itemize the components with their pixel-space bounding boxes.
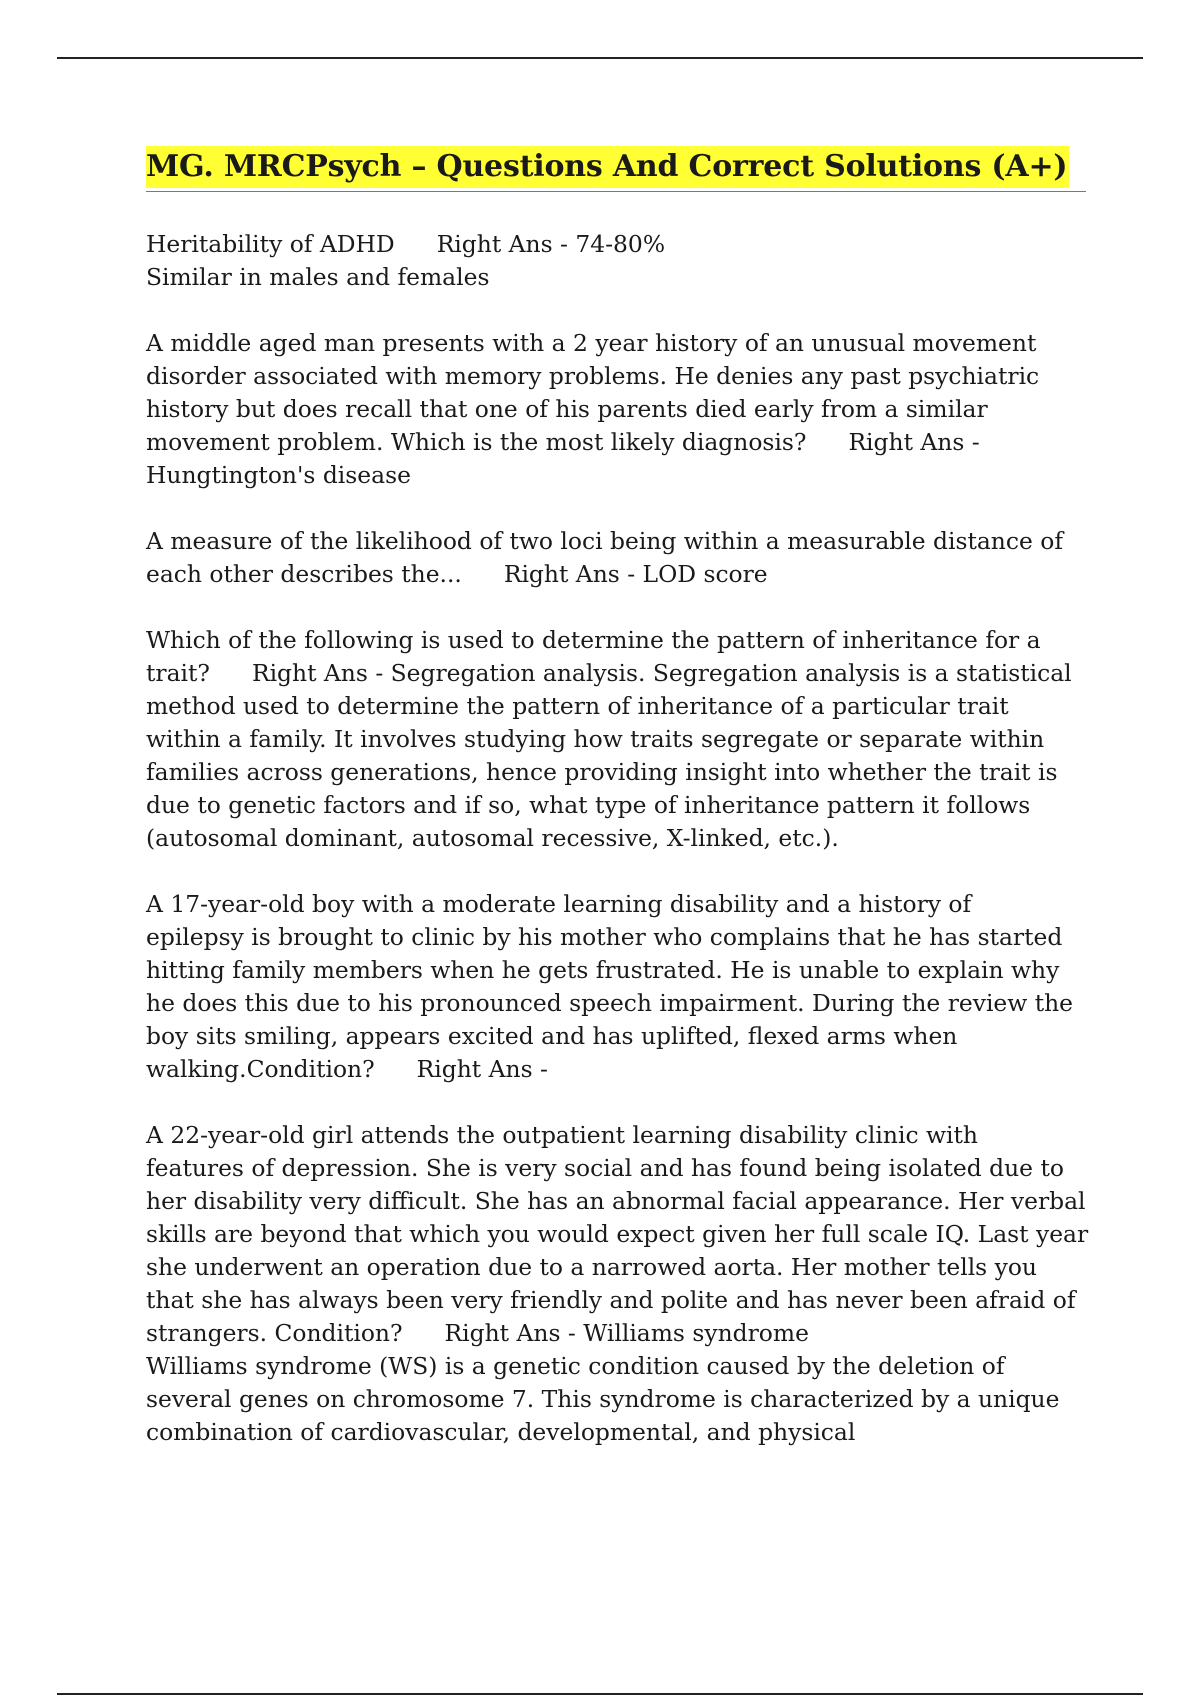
qa-item [146, 888, 1096, 1086]
answer-text: Right Ans - LOD score [503, 560, 768, 588]
text-line [146, 360, 1096, 393]
answer-text: Right Ans - Segregation analysis. Segregation analysis is a statistical [251, 659, 1072, 687]
text-line [146, 657, 1096, 690]
text-line [146, 1251, 1096, 1284]
question-text: features of depression. She is very social and has found being isolated due to [146, 1154, 1064, 1182]
text-line [146, 525, 1096, 558]
answer-text: Right Ans - [416, 1055, 548, 1083]
answer-text: Right Ans - 74-80% [436, 230, 666, 258]
text-line [146, 1218, 1096, 1251]
text-line [146, 1284, 1096, 1317]
text-line [146, 723, 1096, 756]
footer-rule [57, 1693, 1143, 1695]
question-text: strangers. Condition? [146, 1319, 403, 1347]
qa-item [146, 327, 1096, 492]
text-line [146, 1350, 1096, 1383]
answer-text: Right Ans - Williams syndrome [444, 1319, 809, 1347]
text-line [146, 921, 1096, 954]
qa-item [146, 624, 1096, 855]
question-text: she underwent an operation due to a narrowed aorta. Her mother tells you [146, 1253, 1037, 1281]
header-rule [57, 57, 1143, 59]
question-text: epilepsy is brought to clinic by his mother who complains that he has started [146, 923, 1063, 951]
question-text: that she has always been very friendly and polite and has never been afraid of [146, 1286, 1076, 1314]
question-text: each other describes the... [146, 560, 462, 588]
question-text: Similar in males and females [146, 263, 490, 291]
text-line [146, 228, 1096, 261]
question-text: history but does recall that one of his parents died early from a similar [146, 395, 988, 423]
question-text: A 22-year-old girl attends the outpatient learning disability clinic with [146, 1121, 978, 1149]
text-line [146, 1383, 1096, 1416]
question-text: method used to determine the pattern of inheritance of a particular trait [146, 692, 1009, 720]
question-text: Williams syndrome (WS) is a genetic condition caused by the deletion of [146, 1352, 1005, 1380]
text-line [146, 690, 1096, 723]
question-text: movement problem. Which is the most likely diagnosis? [146, 428, 807, 456]
question-text: Heritability of ADHD [146, 230, 395, 258]
text-line [146, 1053, 1096, 1086]
text-line [146, 1152, 1096, 1185]
question-text: families across generations, hence providing insight into whether the trait is [146, 758, 1058, 786]
document-body [146, 228, 1096, 1482]
question-text: combination of cardiovascular, developmental, and physical [146, 1418, 856, 1446]
question-text: due to genetic factors and if so, what type of inheritance pattern it follows [146, 791, 1031, 819]
text-line [146, 789, 1096, 822]
question-text: walking.Condition? [146, 1055, 375, 1083]
title-block [146, 146, 1086, 192]
text-line [146, 954, 1096, 987]
text-line [146, 1119, 1096, 1152]
qa-item [146, 1119, 1096, 1449]
text-line [146, 987, 1096, 1020]
text-line [146, 624, 1096, 657]
question-text: within a family. It involves studying how traits segregate or separate within [146, 725, 1045, 753]
text-line [146, 756, 1096, 789]
question-text: Hungtington's disease [146, 461, 411, 489]
question-text: A middle aged man presents with a 2 year history of an unusual movement [146, 329, 1037, 357]
text-line [146, 261, 1096, 294]
question-text: he does this due to his pronounced speech impairment. During the review the [146, 989, 1074, 1017]
text-line [146, 459, 1096, 492]
text-line [146, 327, 1096, 360]
question-text: A measure of the likelihood of two loci being within a measurable distance of [146, 527, 1063, 555]
text-line [146, 1020, 1096, 1053]
question-text: trait? [146, 659, 210, 687]
answer-text: Right Ans - [848, 428, 980, 456]
question-text: hitting family members when he gets frustrated. He is unable to explain why [146, 956, 1060, 984]
text-line [146, 558, 1096, 591]
question-text: her disability very difficult. She has an abnormal facial appearance. Her verbal [146, 1187, 1086, 1215]
question-text: (autosomal dominant, autosomal recessive, X-linked, etc.). [146, 824, 839, 852]
question-text: boy sits smiling, appears excited and has uplifted, flexed arms when [146, 1022, 958, 1050]
question-text: skills are beyond that which you would expect given her full scale IQ. Last year [146, 1220, 1089, 1248]
qa-item [146, 228, 1096, 294]
document-title: MG. MRCPsych – Questions And Correct Solutions (A+) [146, 146, 1069, 188]
text-line [146, 1185, 1096, 1218]
text-line [146, 393, 1096, 426]
question-text: Which of the following is used to determine the pattern of inheritance for a [146, 626, 1041, 654]
text-line [146, 426, 1096, 459]
question-text: several genes on chromosome 7. This syndrome is characterized by a unique [146, 1385, 1060, 1413]
text-line [146, 822, 1096, 855]
question-text: A 17-year-old boy with a moderate learning disability and a history of [146, 890, 972, 918]
text-line [146, 1416, 1096, 1449]
qa-item [146, 525, 1096, 591]
text-line [146, 888, 1096, 921]
question-text: disorder associated with memory problems. He denies any past psychiatric [146, 362, 1040, 390]
text-line [146, 1317, 1096, 1350]
